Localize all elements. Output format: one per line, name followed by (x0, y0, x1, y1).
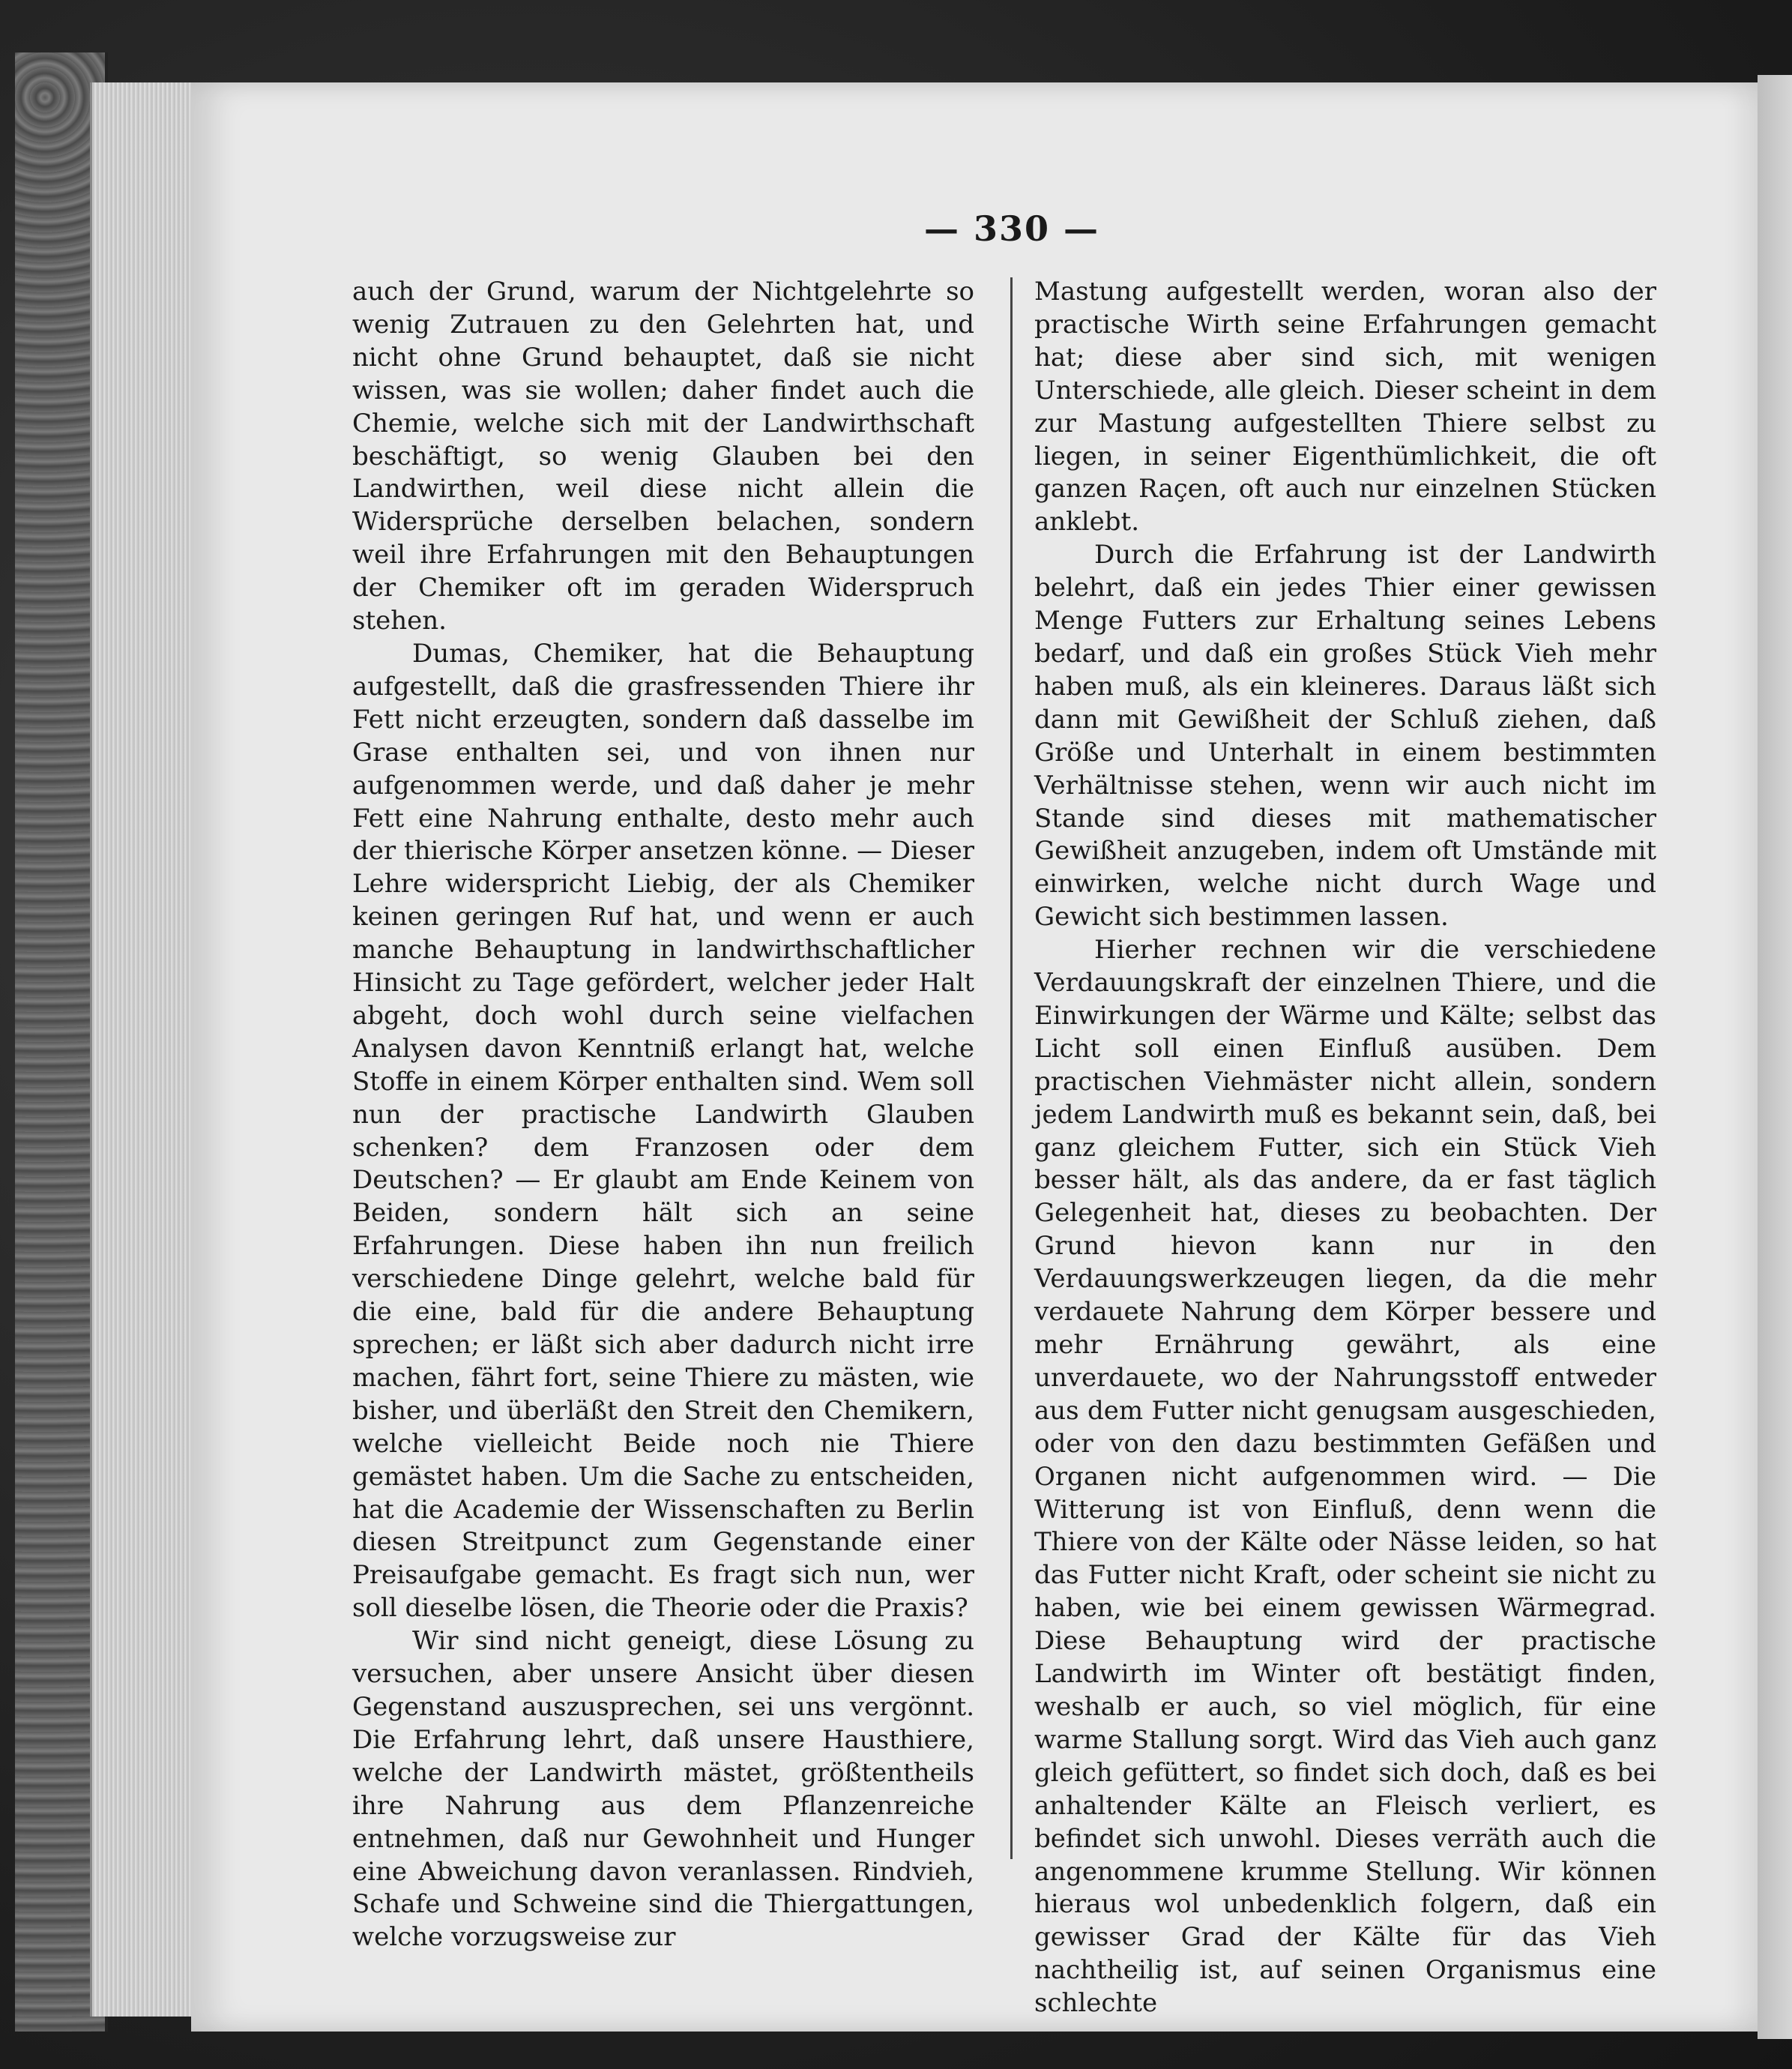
left-text-column (352, 276, 974, 1953)
paragraph: Wir sind nicht geneigt, diese Lösung zu versuchen, aber unsere Ansicht über diesen Gegenstand auszusprechen, sei uns vergönnt. Die Erfahrung lehrt, daß unsere Hausthiere, welche der Landwirth mästet, größtentheils ihre Nahrung aus dem Pflanzenreiche entnehmen, daß nur Gewohnheit und Hunger eine Abweichung davon veranlassen. Rindvieh, Schafe und Schweine sind die Thiergattungen, welche vorzugsweise zur (352, 1626, 974, 1953)
paragraph: Dumas, Chemiker, hat die Behauptung aufgestellt, daß die grasfressenden Thiere ihr Fett nicht erzeugten, sondern daß dasselbe im Grase enthalten sei, und von ihnen nur aufgenommen werde, und daß daher je mehr Fett eine Nahrung enthalte, desto mehr auch der thierische Körper ansetzen könne. — Dieser Lehre widerspricht Liebig, der als Chemiker keinen geringen Ruf hat, und wenn er auch manche Behauptung in landwirthschaftlicher Hinsicht zu Tage gefördert, welcher jeder Halt abgeht, doch wohl durch seine vielfachen Analysen davon Kenntniß erlangt hat, welche Stoffe in einem Körper enthalten sind. Wem soll nun der practische Landwirth Glauben schenken? dem Franzosen oder dem Deutschen? — Er glaubt am Ende Keinem von Beiden, sondern hält sich an seine Erfahrungen. Diese haben ihn nun freilich verschiedene Dinge gelehrt, welche bald für die eine, bald für die andere Behauptung sprechen; er läßt sich aber dadurch nicht irre machen, fährt fort, seine Thiere zu mästen, wie bisher, und überläßt den Streit den Chemikern, welche vielleicht Beide noch nie Thiere gemästet haben. Um die Sache zu entscheiden, hat die Academie der Wissenschaften zu Berlin diesen Streitpunct zum Gegenstande einer Preisaufgabe gemacht. Es fragt sich nun, wer soll dieselbe lösen, die Theorie oder die Praxis? (352, 638, 974, 1624)
paragraph: Hierher rechnen wir die verschiedene Verdauungskraft der einzelnen Thiere, und die Einwirkungen der Wärme und Kälte; selbst das Licht soll einen Einfluß ausüben. Dem practischen Viehmäster nicht allein, sondern jedem Landwirth muß es bekannt sein, daß, bei ganz gleichem Futter, sich ein Stück Vieh besser hält, als das andere, da er fast täglich Gelegenheit hat, dieses zu beobachten. Der Grund hievon kann nur in den Verdauungswerkzeugen liegen, da die mehr verdauete Nahrung dem Körper bessere und mehr Ernährung gewährt, als eine unverdauete, wo der Nahrungsstoff entweder aus dem Futter nicht genugsam ausgeschieden, oder von den dazu bestimmten Gefäßen und Organen nicht aufgenommen wird. — Die Witterung ist von Einfluß, denn wenn die Thiere von der Kälte oder Nässe leiden, so hat das Futter nicht Kraft, oder scheint sie nicht zu haben, wie bei einem gewissen Wärmegrad. Diese Behauptung wird der practische Landwirth im Winter oft bestätigt finden, weshalb er auch, so viel möglich, für eine warme Stallung sorgt. Wird das Vieh auch ganz gleich gefüttert, so findet sich doch, daß es bei anhaltender Kälte an Fleisch verliert, es befindet sich unwohl. Dieses verräth auch die angenommene krumme Stellung. Wir können hieraus wol unbedenklich folgern, daß ein gewisser Grad der Kälte für das Vieh nachtheilig ist, auf seinen Organismus eine schlechte (1034, 935, 1656, 2019)
page-stack-edge (90, 82, 197, 2017)
right-text-column (1034, 276, 1656, 2019)
page-number: — 330 — (923, 208, 1100, 249)
paragraph: Mastung aufgestellt werden, woran also der practische Wirth seine Erfahrungen gemacht hat; diese aber sind sich, mit wenigen Unterschiede, alle gleich. Dieser scheint in dem zur Mastung aufgestellten Thiere selbst zu liegen, in seiner Eigenthümlichkeit, die oft ganzen Raçen, oft auch nur einzelnen Stücken anklebt. (1034, 277, 1656, 537)
facing-page-edge (1758, 75, 1792, 2039)
column-divider (1010, 277, 1013, 1859)
paragraph: auch der Grund, warum der Nichtgelehrte so wenig Zutrauen zu den Gelehrten hat, und nicht ohne Grund behauptet, daß sie nicht wissen, was sie wollen; daher findet auch die Chemie, welche sich mit der Landwirthschaft beschäftigt, so wenig Glauben bei den Landwirthen, weil diese nicht allein die Widersprüche derselben belachen, sondern weil ihre Erfahrungen mit den Behauptungen der Chemiker oft im geraden Widerspruch stehen. (352, 277, 974, 636)
paragraph: Durch die Erfahrung ist der Landwirth belehrt, daß ein jedes Thier einer gewissen Menge Futters zur Erhaltung seines Lebens bedarf, und daß ein großes Stück Vieh mehr haben muß, als ein kleineres. Daraus läßt sich dann mit Gewißheit der Schluß ziehen, daß Größe und Unterhalt in einem bestimmten Verhältnisse stehen, wenn wir auch nicht im Stande sind dieses mit mathematischer Gewißheit anzugeben, indem oft Umstände mit einwirken, welche nicht durch Wage und Gewicht sich bestimmen lassen. (1034, 540, 1656, 933)
